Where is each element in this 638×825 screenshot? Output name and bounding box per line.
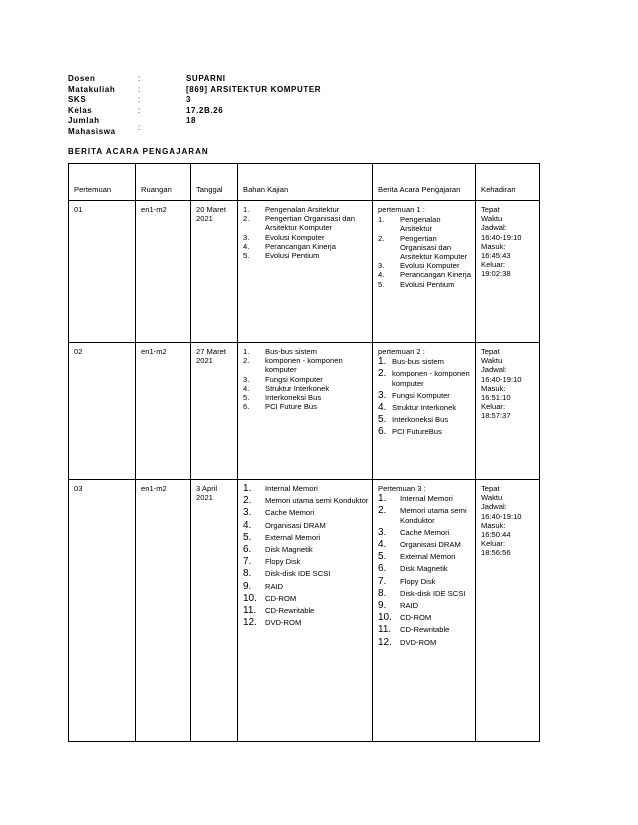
list-item: 8. Disk-disk IDE SCSI — [378, 587, 466, 599]
field-label: Mahasiswa — [68, 126, 116, 136]
cell-kehadiran: Tepat Waktu Jadwal: 16:40-19:10 Masuk: 16:45:43 Keluar: 19:02:38 — [476, 201, 540, 343]
cell-bahan — [238, 343, 373, 480]
header-row-kelas — [68, 106, 368, 117]
ba-list — [378, 494, 472, 647]
cell-ruangan: en1-m2 — [136, 201, 191, 343]
table-row — [69, 201, 540, 343]
list-item: 10. CD-ROM — [243, 592, 297, 604]
ba-list — [378, 215, 472, 289]
table-row — [69, 480, 540, 742]
cell-ruangan: en1-m2 — [136, 480, 191, 742]
list-item: 2. komponen - komponen komputer — [378, 368, 470, 388]
berita-acara-table — [68, 163, 540, 742]
colon: : — [138, 122, 141, 132]
colon: : — [138, 105, 141, 115]
header-row-sks — [68, 95, 368, 106]
header-row-mahasiswa — [68, 122, 368, 138]
colon: : — [138, 74, 141, 83]
cell-tanggal: 3 April 2021 — [191, 480, 238, 742]
list-item: 2. komponen - komponen komputer — [243, 356, 343, 375]
col-header: Kehadiran — [476, 164, 540, 201]
header-row-matakuliah — [68, 85, 368, 96]
list-item: 1. Internal Memori — [378, 493, 453, 505]
list-item: 4. Perancangan Kinerja — [378, 270, 471, 280]
field-label: Kelas — [68, 105, 93, 115]
list-item: 4. Organisasi DRAM — [243, 519, 326, 531]
list-item: 1. Pengenalan Arsitektur — [378, 215, 441, 234]
list-item: 11. CD-Rewritable — [243, 605, 315, 617]
ba-title: Pertemuan 3 : — [378, 484, 426, 493]
col-header: Bahan Kajian — [238, 164, 373, 201]
list-item: 5. Interkoneksi Bus — [243, 393, 322, 403]
cell-pertemuan: 03 — [69, 480, 136, 742]
list-item: 6. PCI FutureBus — [378, 426, 442, 438]
col-header: Pertemuan — [69, 164, 136, 201]
cell-tanggal: 20 Maret 2021 — [191, 201, 238, 343]
cell-ruangan: en1-m2 — [136, 343, 191, 480]
list-item: 3. Fungsi Komputer — [378, 389, 450, 401]
list-item: 7. Flopy Disk — [243, 556, 301, 568]
list-item: 4. Struktur Interkonek — [243, 383, 330, 393]
list-item: 1. Bus-bus sistem — [378, 356, 444, 368]
course-header — [68, 74, 368, 137]
list-item: 8. Disk-disk IDE SCSI — [243, 568, 331, 580]
list-item: 3. Fungsi Komputer — [243, 374, 323, 384]
list-item: 1. Pengenalan Arsitektur — [243, 205, 340, 214]
list-item: 12. DVD-ROM — [243, 617, 302, 629]
list-item: 6. Disk Magnetik — [378, 563, 448, 575]
list-item: 6. PCI Future Bus — [243, 402, 317, 412]
col-header: Berita Acara Pengajaran — [373, 164, 476, 201]
list-item: 3. Cache Memori — [243, 507, 315, 519]
header-row-jumlah — [68, 116, 368, 127]
cell-berita-acara — [373, 480, 476, 742]
field-label: Dosen — [68, 74, 96, 83]
list-item: 5. Interkoneksi Bus — [378, 414, 449, 426]
list-item: 2. Memori utama semi Konduktor — [243, 495, 369, 507]
table-row — [69, 343, 540, 480]
colon: : — [138, 95, 141, 104]
col-header: Tanggal — [191, 164, 238, 201]
field-value: 3 — [186, 95, 192, 104]
cell-bahan — [238, 201, 373, 343]
header-row-dosen — [68, 74, 368, 85]
colon: : — [138, 84, 141, 94]
field-value: [869] ARSITEKTUR KOMPUTER — [186, 84, 322, 94]
cell-pertemuan: 02 — [69, 343, 136, 480]
list-item: 12. DVD-ROM — [378, 636, 437, 648]
section-title: BERITA ACARA PENGAJARAN — [68, 147, 209, 156]
bahan-list — [243, 484, 369, 627]
field-value: SUPARNI — [186, 74, 226, 83]
list-item: 2. Memori utama semi Konduktor — [378, 505, 467, 525]
ba-title: pertemuan 1 : — [378, 205, 425, 214]
field-value: 17.2B.26 — [186, 105, 224, 115]
ba-list — [378, 357, 472, 436]
list-item: 2. Pengertian Organisasi dan Arsitektur Komputer — [378, 233, 468, 262]
list-item: 5. External Memori — [378, 551, 456, 563]
list-item: 3. Evolusi Komputer — [243, 232, 325, 242]
list-item: 4. Organisasi DRAM — [378, 539, 461, 551]
list-item: 11. CD-Rewritable — [378, 624, 450, 636]
list-item: 3. Cache Memori — [378, 526, 450, 538]
bahan-list — [243, 205, 369, 260]
list-item: 1. Internal Memori — [243, 483, 318, 494]
list-item: 6. Disk Magnetik — [243, 544, 313, 556]
field-label: SKS — [68, 95, 87, 104]
list-item: 7. Flopy Disk — [378, 575, 436, 587]
table-header-row — [69, 164, 540, 201]
cell-tanggal: 27 Maret 2021 — [191, 343, 238, 480]
bahan-list — [243, 347, 369, 411]
field-label: Jumlah — [68, 116, 100, 125]
list-item: 4. Perancangan Kinerja — [243, 241, 336, 251]
list-item: 4. Struktur Interkonek — [378, 402, 457, 414]
list-item: 9. RAID — [378, 600, 419, 612]
cell-berita-acara — [373, 343, 476, 480]
list-item: 9. RAID — [243, 580, 284, 592]
col-header: Ruangan — [136, 164, 191, 201]
field-label: Matakuliah — [68, 84, 116, 94]
cell-berita-acara — [373, 201, 476, 343]
field-value: 18 — [186, 116, 197, 125]
list-item: 2. Pengertian Organisasi dan Arsitektur Komputer — [243, 214, 355, 233]
cell-kehadiran: Tepat Waktu Jadwal: 16:40-19:10 Masuk: 16:51:10 Keluar: 18:57:37 — [476, 343, 540, 480]
cell-pertemuan: 01 — [69, 201, 136, 343]
cell-bahan — [238, 480, 373, 742]
ba-title: pertemuan 2 : — [378, 347, 425, 356]
list-item: 10. CD-ROM — [378, 612, 432, 624]
list-item: 5. External Memori — [243, 531, 321, 543]
list-item: 5. Evolusi Pentium — [243, 251, 320, 261]
cell-kehadiran: Tepat Waktu Jadwal: 16:40-19:10 Masuk: 16:50:44 Keluar: 18:56:56 — [476, 480, 540, 742]
list-item: 1. Bus-bus sistem — [243, 347, 317, 356]
list-item: 3. Evolusi Komputer — [378, 261, 460, 271]
list-item: 5. Evolusi Pentium — [378, 279, 455, 289]
